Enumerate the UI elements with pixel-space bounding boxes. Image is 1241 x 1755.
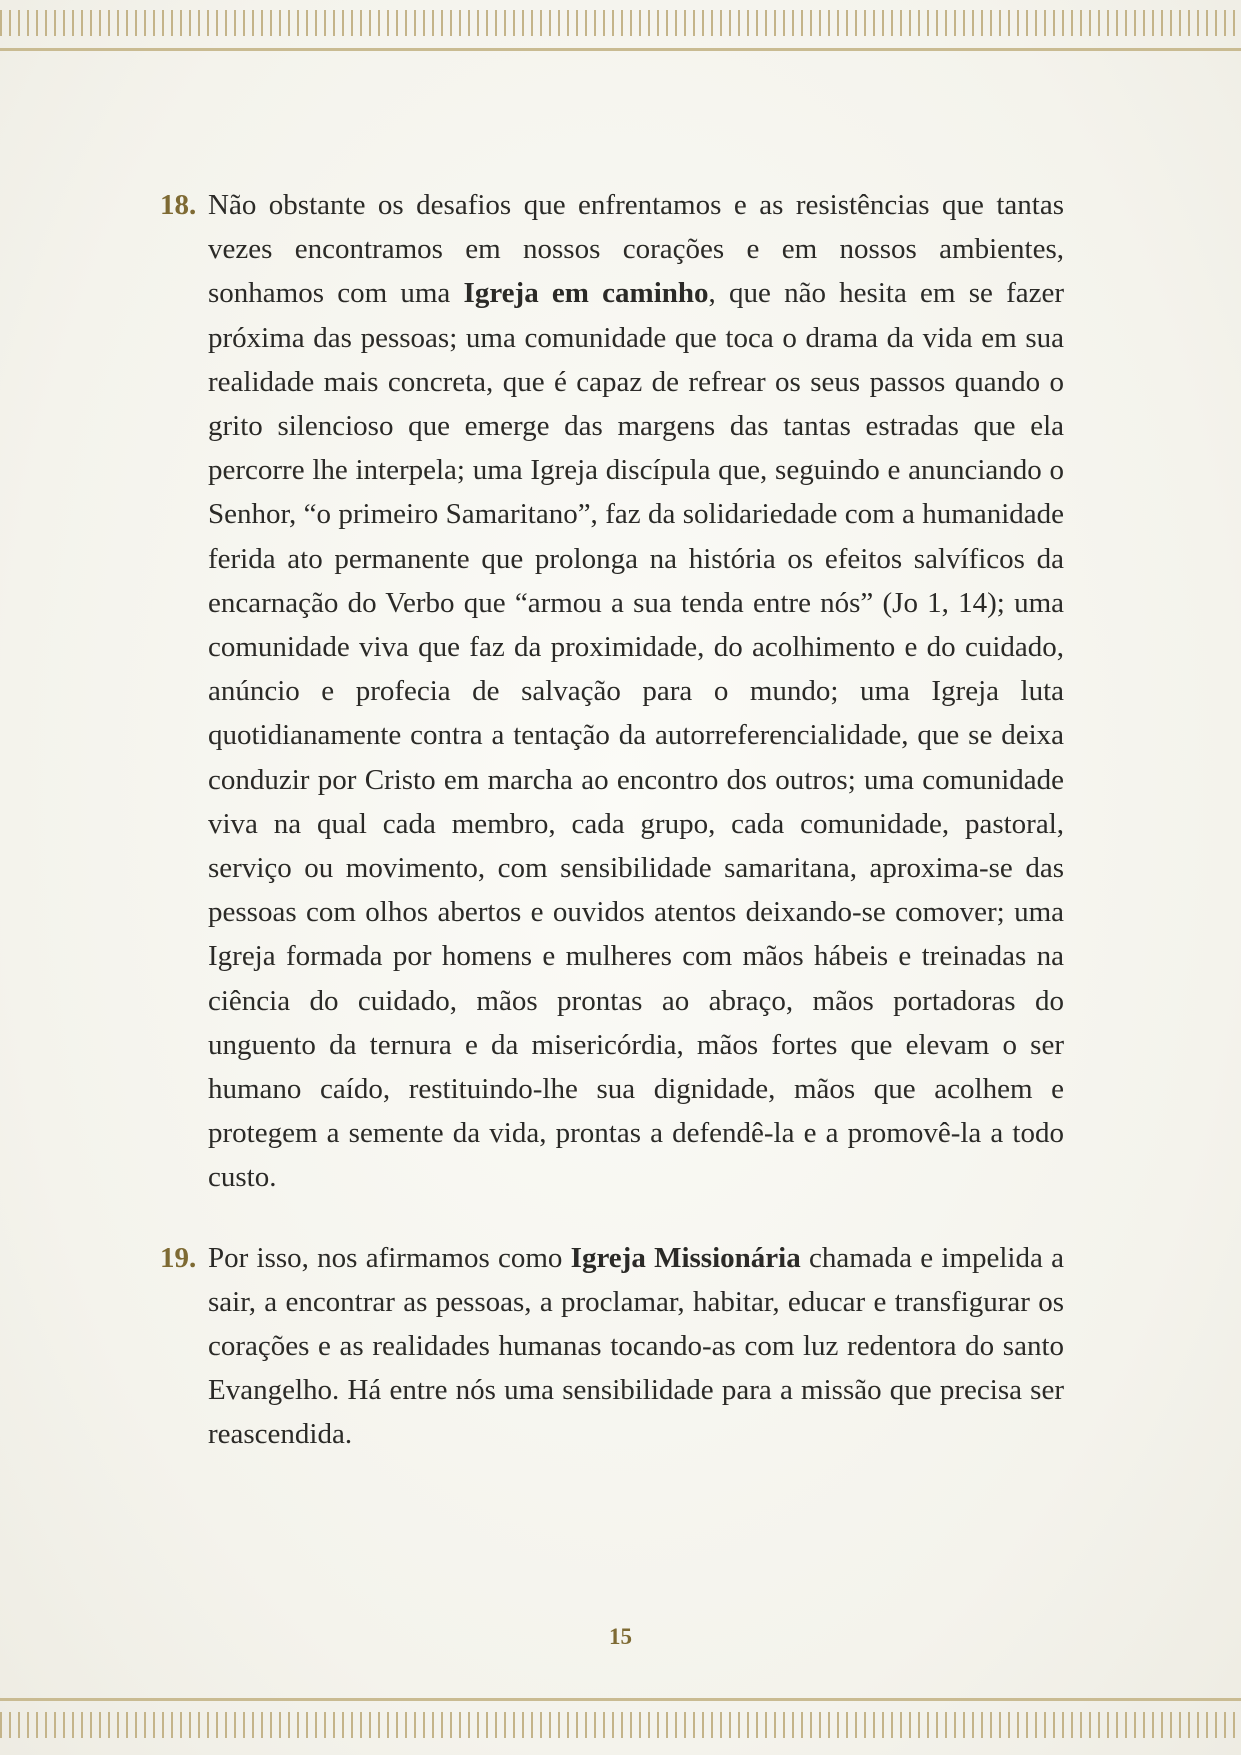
paragraph-19 <box>160 1236 1064 1457</box>
text-segment: chamada e impelida a sair, a encontrar as pessoas, a proclamar, habitar, educar e transfigurar os corações e as realidades humanas tocando-as com luz redentora do santo Evangelho. Há entre nós uma sensibilidade para a missão que precisa ser reascendida. <box>208 1241 1064 1451</box>
text-segment: , que não hesita em se fazer próxima das pessoas; uma comunidade que toca o drama da vida em sua realidade mais concreta, que é capaz de refrear os seus passos quando o grito silencioso que emerge das margens das tantas estradas que ela percorre lhe interpela; uma Igreja discípula que, seguindo e anunciando o Senhor, “o primeiro Samaritano”, faz da solidariedade com a humanidade ferida ato permanente que prolonga na história os efeitos salvíficos da encarnação do Verbo que “armou a sua tenda entre nós” (Jo 1, 14); uma comunidade viva que faz da proximidade, do acolhimento e do cuidado, anúncio e profecia de salvação para o mundo; uma Igreja luta quotidianamente contra a tentação da autorreferencialidade, que se deixa conduzir por Cristo em marcha ao encontro dos outros; uma comunidade viva na qual cada membro, cada grupo, cada comunidade, pastoral, serviço ou movimento, com sensibilidade samaritana, aproxima-se das pessoas com olhos abertos e ouvidos atentos deixando-se comover; uma Igreja formada por homens e mulheres com mãos hábeis e treinadas na ciência do cuidado, mãos prontas ao abraço, mãos portadoras do unguento da ternura e da misericórdia, mãos fortes que elevam o ser humano caído, restituindo-lhe sua dignidade, mãos que acolhem e protegem a semente da vida, prontas a defendê-la e a promovê-la a todo custo. <box>208 277 1064 1194</box>
page-number: 15 <box>609 1624 632 1649</box>
top-decorative-border <box>0 10 1241 36</box>
bold-term-igreja-missionaria: Igreja Missionária <box>570 1241 801 1274</box>
text-segment: Por isso, nos afirmamos como <box>208 1241 571 1274</box>
top-rule <box>0 48 1241 51</box>
paragraph-number: 19. <box>160 1241 197 1274</box>
bottom-decorative-border <box>0 1712 1241 1738</box>
text-segment: Não obstante os desafios que enfrentamos e as resistências que tantas vezes encontramos em nossos corações e em nossos ambientes, sonhamos com uma <box>208 189 1064 310</box>
bottom-rule <box>0 1698 1241 1701</box>
paragraph-number: 18. <box>160 189 197 221</box>
paragraph-18 <box>160 183 1064 1200</box>
bold-term-igreja-em-caminho: Igreja em caminho <box>463 277 709 310</box>
paragraph-text <box>208 1236 1064 1457</box>
paragraph-text <box>208 183 1064 1200</box>
document-body <box>160 183 1064 1457</box>
